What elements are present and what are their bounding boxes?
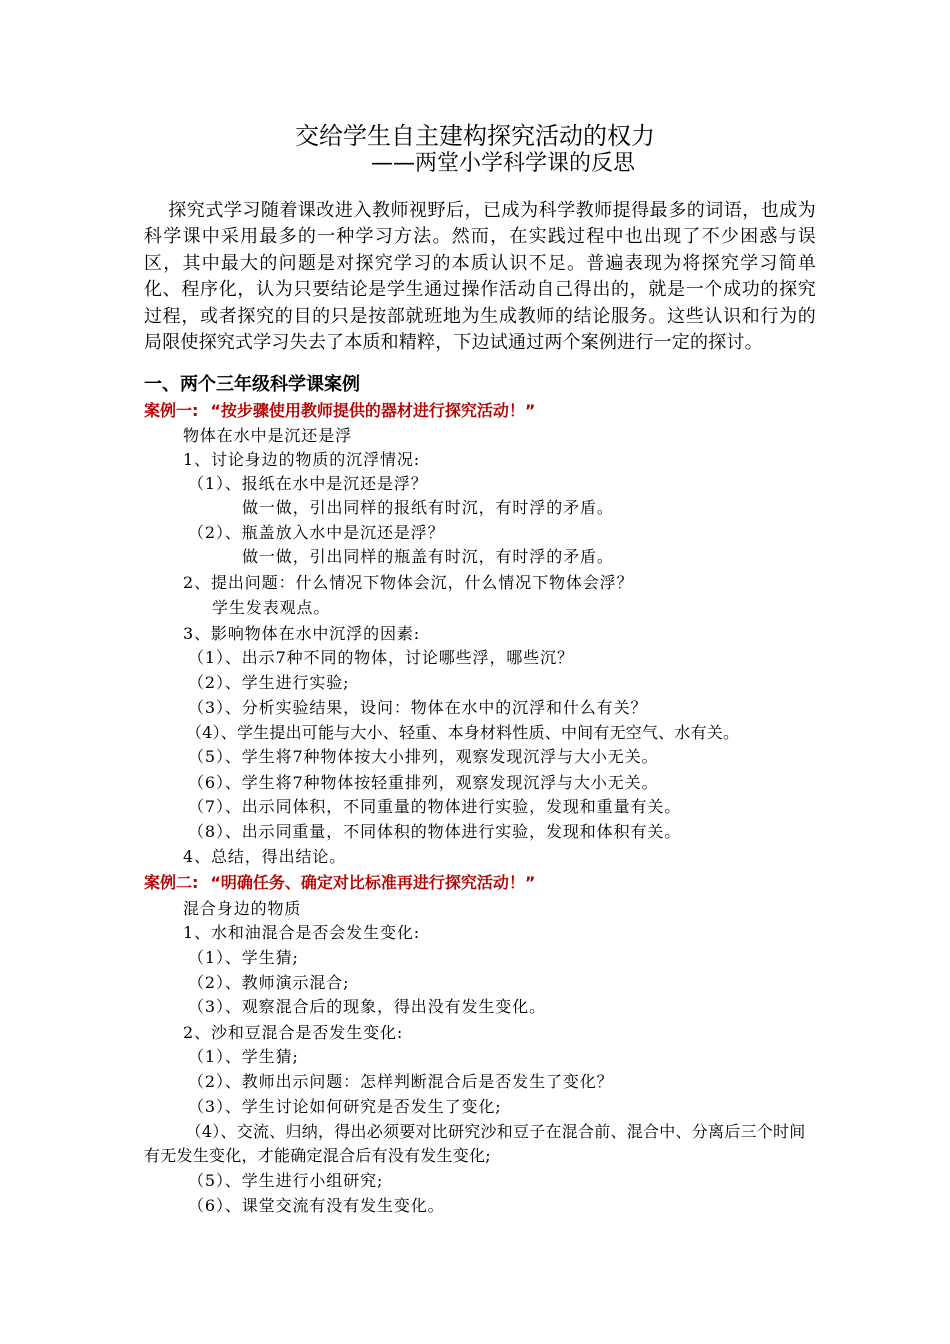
case-line: 4、总结，得出结论。 xyxy=(183,847,347,866)
case-line: （1）、学生猜; xyxy=(188,1047,299,1066)
case-line: （2）、瓶盖放入水中是沉还是浮？ xyxy=(188,523,445,542)
case-line: （3）、观察混合后的现象，得出没有发生变化。 xyxy=(188,997,546,1016)
case-line: （5）、学生进行小组研究; xyxy=(188,1171,384,1190)
case-one-topic: 物体在水中是沉还是浮 xyxy=(183,426,353,445)
case-line: （8）、出示同重量，不同体积的物体进行实验，发现和体积有关。 xyxy=(188,822,682,841)
case-line: 1、水和油混合是否会发生变化: xyxy=(183,923,421,942)
case-line: 3、影响物体在水中沉浮的因素: xyxy=(183,624,421,643)
case-line: （7）、出示同体积，不同重量的物体进行实验，发现和重量有关。 xyxy=(188,797,682,816)
case-line: （6）、课堂交流有没有发生变化。 xyxy=(188,1196,445,1215)
case-line: （3）、分析实验结果，设问：物体在水中的沉浮和什么有关？ xyxy=(188,698,648,717)
case-line: （2）、教师演示混合; xyxy=(188,973,350,992)
case-line: （3）、学生讨论如何研究是否发生了变化; xyxy=(188,1097,502,1116)
case-two-quote: “明确任务、确定对比标准再进行探究活动！” xyxy=(210,873,536,892)
page-subtitle: ——两堂小学科学课的反思 xyxy=(370,151,635,176)
intro-paragraph: 探究式学习随着课改进入教师视野后，已成为科学教师提得最多的词语，也成为科学课中采用最多的一种学习方法。然而，在实践过程中也出现了不少困惑与误区，其中最大的问题是对探究学习的本质认识不足。普遍表现为将探究学习简单化、程序化，认为只要结论是学生通过操作活动自己得出的，就是一个成功的探究过程，或者探究的目的只是按部就班地为生成教师的结论服务。这些认识和行为的局限使探究式学习失去了本质和精粹，下边试通过两个案例进行一定的探讨。 xyxy=(144,200,816,354)
case-wrapped-line: （4）、交流、归纳，得出必须要对比研究沙和豆子在混合前、混合中、分离后三个时间有无发生变化，才能确定混合后有没有发生变化; xyxy=(144,1122,806,1165)
case-line: 做一做，引出同样的瓶盖有时沉，有时浮的矛盾。 xyxy=(242,547,614,566)
case-line: 做一做，引出同样的报纸有时沉，有时浮的矛盾。 xyxy=(242,498,614,517)
case-line: （5）、学生将7种物体按大小排列，观察发现沉浮与大小无关。 xyxy=(188,747,659,766)
case-line: （2）、教师出示问题：怎样判断混合后是否发生了变化？ xyxy=(188,1072,614,1091)
page-title: 交给学生自主建构探究活动的权力 xyxy=(295,122,655,150)
case-line: 学生发表观点。 xyxy=(212,598,331,617)
case-line: （1）、出示7种不同的物体，讨论哪些浮，哪些沉？ xyxy=(188,648,574,667)
case-line: 1、讨论身边的物质的沉浮情况: xyxy=(183,450,421,469)
case-one-quote: “按步骤使用教师提供的器材进行探究活动！” xyxy=(210,401,536,420)
case-two-label: 案例二: xyxy=(144,873,199,892)
case-line: （1）、报纸在水中是沉还是浮？ xyxy=(188,474,428,493)
case-one-heading xyxy=(144,400,535,422)
case-line: 2、沙和豆混合是否发生变化: xyxy=(183,1023,404,1042)
case-line: （6）、学生将7种物体按轻重排列，观察发现沉浮与大小无关。 xyxy=(188,773,659,792)
case-line: （4）、学生提出可能与大小、轻重、本身材料性质、中间有无空气、水有关。 xyxy=(186,723,740,742)
case-line: 2、提出问题：什么情况下物体会沉，什么情况下物体会浮？ xyxy=(183,573,634,592)
case-line: （1）、学生猜; xyxy=(188,948,299,967)
case-line: （2）、学生进行实验; xyxy=(188,673,350,692)
section-heading: 一、两个三年级科学课案例 xyxy=(144,374,360,395)
case-two-heading xyxy=(144,872,535,894)
case-one-label: 案例一: xyxy=(144,401,199,420)
case-two-topic: 混合身边的物质 xyxy=(183,899,302,918)
